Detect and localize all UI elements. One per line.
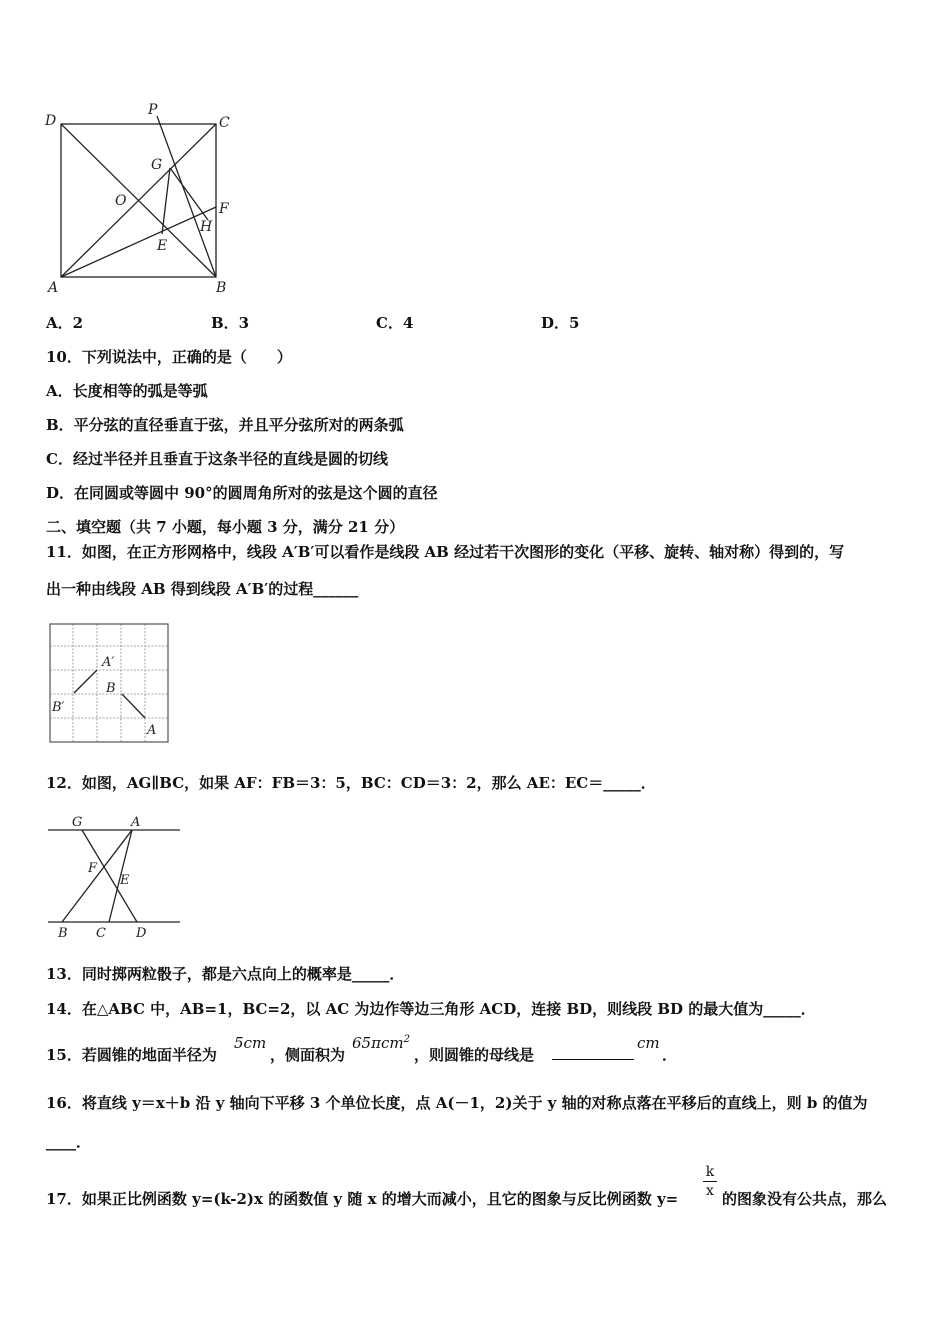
q15-area (352, 1034, 410, 1052)
parallel-lines-figure (44, 810, 184, 942)
q15-area-value: 65πcm (352, 1034, 404, 1052)
q9-option-d: D．5 (541, 314, 580, 332)
q13-text: 13．同时掷两粒骰子，都是六点向上的概率是_____． (46, 965, 405, 983)
square-figure (40, 98, 240, 298)
q10-stem: 10．下列说法中，正确的是（ ） (46, 348, 292, 366)
q14-text: 14．在△ABC 中，AB=1，BC=2，以 AC 为边作等边三角形 ACD，连接 BD，则线段 BD 的最大值为_____． (46, 1000, 816, 1018)
label-D: D (45, 113, 57, 129)
label-E: E (120, 873, 130, 888)
label-O: O (115, 193, 127, 209)
q17-fraction (703, 1164, 717, 1199)
q9-option-c: C．4 (376, 314, 414, 332)
q15-radius: 5cm (234, 1034, 267, 1052)
label-A: A (131, 815, 141, 830)
q17-prefix: 17．如果正比例函数 y=(k-2)x 的函数值 y 随 x 的增大而减小，且它的图象与反比例函数 y= (46, 1190, 679, 1208)
q15-suffix: ，则圆锥的母线是 (414, 1046, 535, 1064)
label-D: D (136, 926, 147, 941)
q9-option-b: B．3 (211, 314, 250, 332)
q10-option-d: D．在同圆或等圆中 90°的圆周角所对的弦是这个圆的直径 (46, 484, 438, 502)
label-H: H (200, 219, 213, 235)
q16-line1: 16．将直线 y＝x＋b 沿 y 轴向下平移 3 个单位长度，点 A(－1，2)关于 y 轴的对称点落在平移后的直线上，则 b 的值为 (46, 1094, 868, 1112)
q15-mid: ，侧面积为 (270, 1046, 346, 1064)
label-A: A (48, 280, 59, 296)
label-B: B (58, 926, 68, 941)
q10-option-b: B．平分弦的直径垂直于弦，并且平分弦所对的两条弧 (46, 416, 404, 434)
label-F: F (88, 861, 98, 876)
label-P: P (148, 102, 158, 118)
q15-area-exp: 2 (403, 1034, 410, 1045)
q11-line1: 11．如图，在正方形网格中，线段 A′B′可以看作是线段 AB 经过若干次图形的变化（平移、旋转、轴对称）得到的，写 (46, 543, 845, 561)
q16-line2: ____． (46, 1133, 92, 1151)
label-G: G (72, 815, 83, 830)
label-B: B (216, 280, 227, 296)
label-C: C (96, 926, 106, 941)
q15-blank (552, 1045, 634, 1060)
label-C: C (219, 115, 230, 131)
q12-text: 12．如图，AG∥BC，如果 AF：FB＝3：5，BC：CD＝3：2，那么 AE：EC＝_____． (46, 774, 656, 792)
q11-line2: 出一种由线段 AB 得到线段 A′B′的过程______ (46, 580, 359, 598)
q17-suffix: 的图象没有公共点，那么 (722, 1190, 888, 1208)
q10-option-a: A．长度相等的弧是等弧 (46, 382, 208, 400)
grid-figure (46, 622, 172, 746)
section-heading: 二、填空题（共 7 小题，每小题 3 分，满分 21 分） (46, 518, 405, 536)
q15-unit: cm (637, 1034, 660, 1052)
q17-denominator: x (706, 1183, 714, 1199)
label-A-prime: A′ (102, 655, 115, 670)
q17-numerator: k (705, 1164, 715, 1180)
q9-option-a: A．2 (46, 314, 84, 332)
label-A: A (147, 723, 157, 738)
fraction-bar (703, 1181, 717, 1182)
q15-end: ． (662, 1046, 678, 1064)
label-B-prime: B′ (52, 700, 65, 715)
label-F: F (219, 201, 229, 217)
q15-prefix: 15．若圆锥的地面半径为 (46, 1046, 217, 1064)
label-B: B (106, 681, 116, 696)
label-G: G (151, 157, 163, 173)
q10-option-c: C．经过半径并且垂直于这条半径的直线是圆的切线 (46, 450, 388, 468)
label-E: E (157, 238, 168, 254)
